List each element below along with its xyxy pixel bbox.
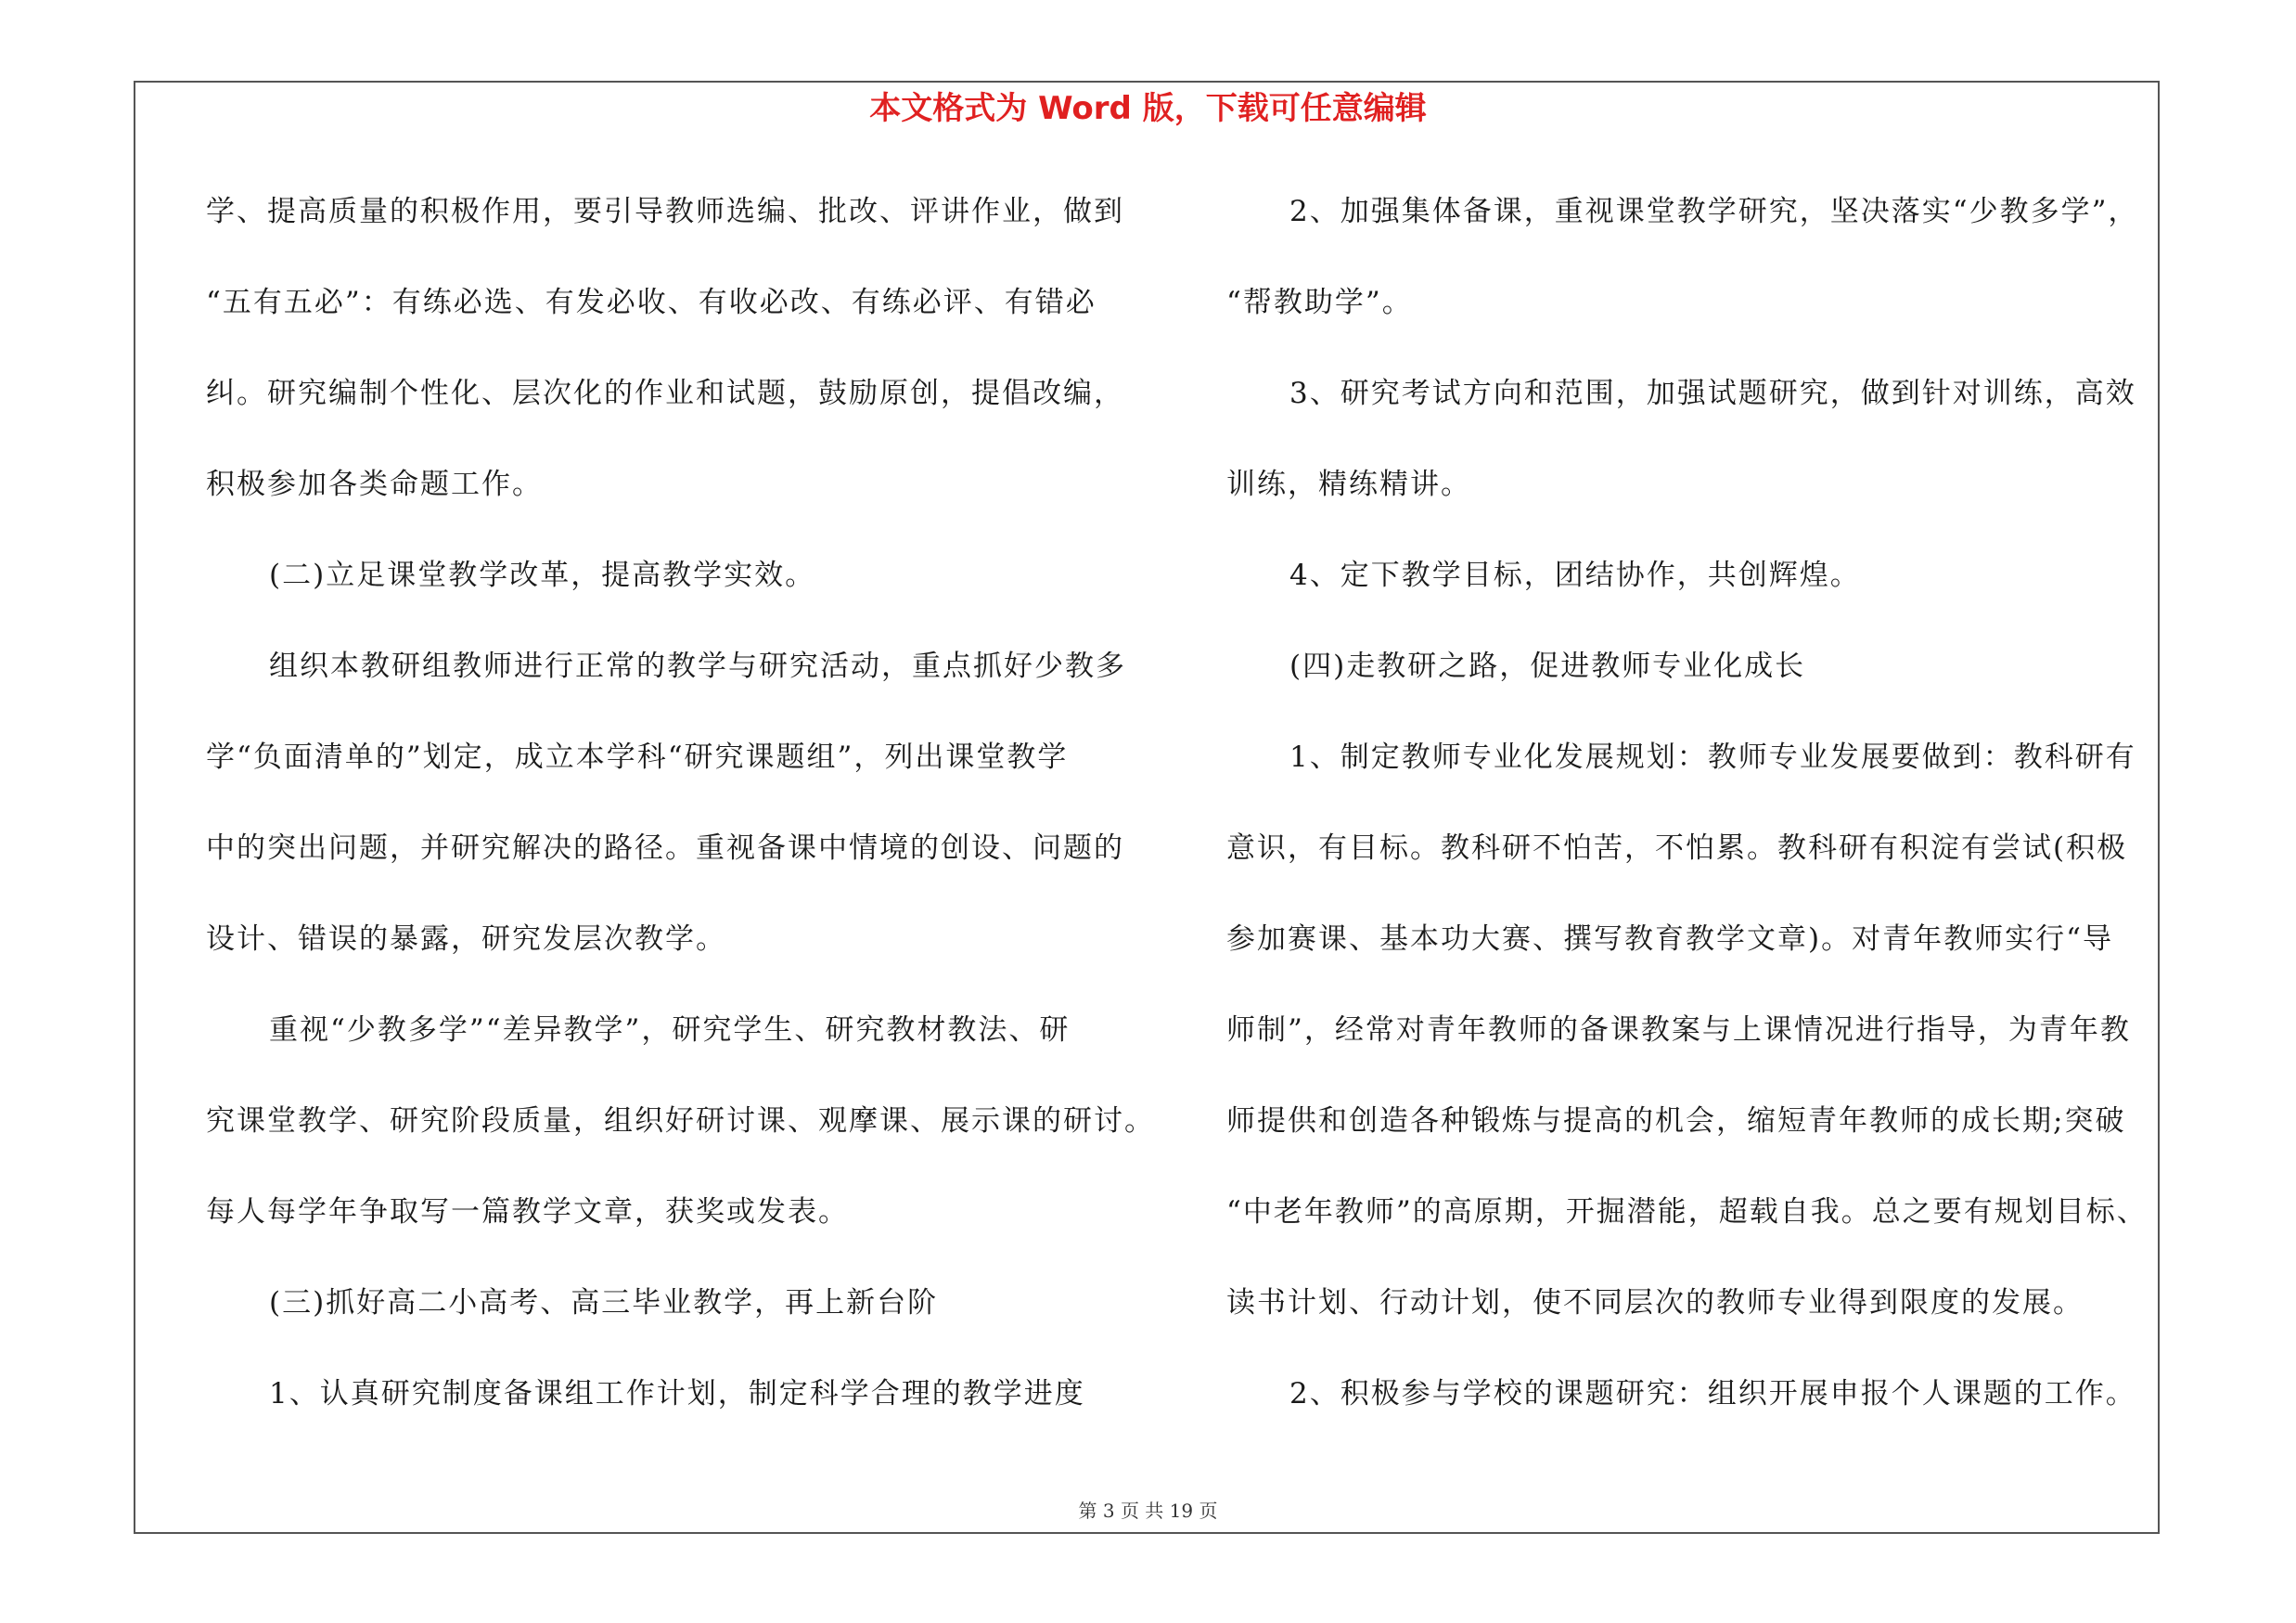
paragraph-line: 1、认真研究制度备课组工作计划，制定科学合理的教学进度 [269, 1377, 1085, 1410]
paragraph-line: 每人每学年争取写一篇教学文章，获奖或发表。 [206, 1195, 849, 1229]
paragraph-line: 读书计划、行动计划，使不同层次的教师专业得到限度的发展。 [1226, 1286, 2084, 1320]
paragraph-line: 中的突出问题，并研究解决的路径。重视备课中情境的创设、问题的 [206, 831, 1124, 865]
paragraph-line: 究课堂教学、研究阶段质量，组织好研讨课、观摩课、展示课的研讨。 [206, 1104, 1155, 1138]
paragraph-line: 积极参加各类命题工作。 [206, 468, 543, 501]
paragraph-line: 学“负面清单的”划定，成立本学科“研究课题组”，列出课堂教学 [206, 741, 1069, 774]
paragraph-line: 2、加强集体备课，重视课堂教学研究，坚决落实“少教多学”， [1289, 195, 2139, 228]
paragraph-line: 4、定下教学目标，团结协作，共创辉煌。 [1289, 559, 1861, 592]
section-heading: (四)走教研之路，促进教师专业化成长 [1289, 650, 1806, 683]
header-banner: 本文格式为 Word 版，下载可任意编辑 [869, 90, 1427, 127]
paragraph-line: “中老年教师”的高原期，开掘潜能，超载自我。总之要有规划目标、 [1226, 1195, 2148, 1229]
paragraph-line: 师提供和创造各种锻炼与提高的机会，缩短青年教师的成长期;突破 [1226, 1104, 2126, 1138]
paragraph-line: 3、研究考试方向和范围，加强试题研究，做到针对训练，高效 [1289, 377, 2136, 410]
paragraph-line: 意识，有目标。教科研不怕苦，不怕累。教科研有积淀有尝试(积极 [1226, 831, 2128, 865]
section-heading: (三)抓好高二小高考、高三毕业教学，再上新台阶 [269, 1286, 939, 1320]
paragraph-line: 参加赛课、基本功大赛、撰写教育教学文章)。对青年教师实行“导 [1226, 922, 2113, 956]
paragraph-line: 重视“少教多学”“差异教学”，研究学生、研究教材教法、研 [269, 1013, 1071, 1047]
paragraph-line: 设计、错误的暴露，研究发层次教学。 [206, 922, 726, 956]
paragraph-line: “五有五必”：有练必选、有发必收、有收必改、有练必评、有错必 [206, 286, 1097, 319]
paragraph-line: 训练，精练精讲。 [1226, 468, 1471, 501]
section-heading: (二)立足课堂教学改革，提高教学实效。 [269, 559, 816, 592]
paragraph-line: 1、制定教师专业化发展规划：教师专业发展要做到：教科研有 [1289, 741, 2136, 774]
paragraph-line: 纠。研究编制个性化、层次化的作业和试题，鼓励原创，提倡改编， [206, 377, 1124, 410]
paragraph-line: 组织本教研组教师进行正常的教学与研究活动，重点抓好少教多 [269, 650, 1126, 683]
page-number: 第 3 页 共 19 页 [1078, 1500, 1218, 1522]
paragraph-line: “帮教助学”。 [1226, 286, 1413, 319]
paragraph-line: 2、积极参与学校的课题研究：组织开展申报个人课题的工作。 [1289, 1377, 2136, 1410]
paragraph-line: 学、提高质量的积极作用，要引导教师选编、批改、评讲作业，做到 [206, 195, 1124, 228]
right-column [1226, 186, 2154, 1459]
left-column [206, 186, 1155, 1459]
paragraph-line: 师制”，经常对青年教师的备课教案与上课情况进行指导，为青年教 [1226, 1013, 2131, 1047]
